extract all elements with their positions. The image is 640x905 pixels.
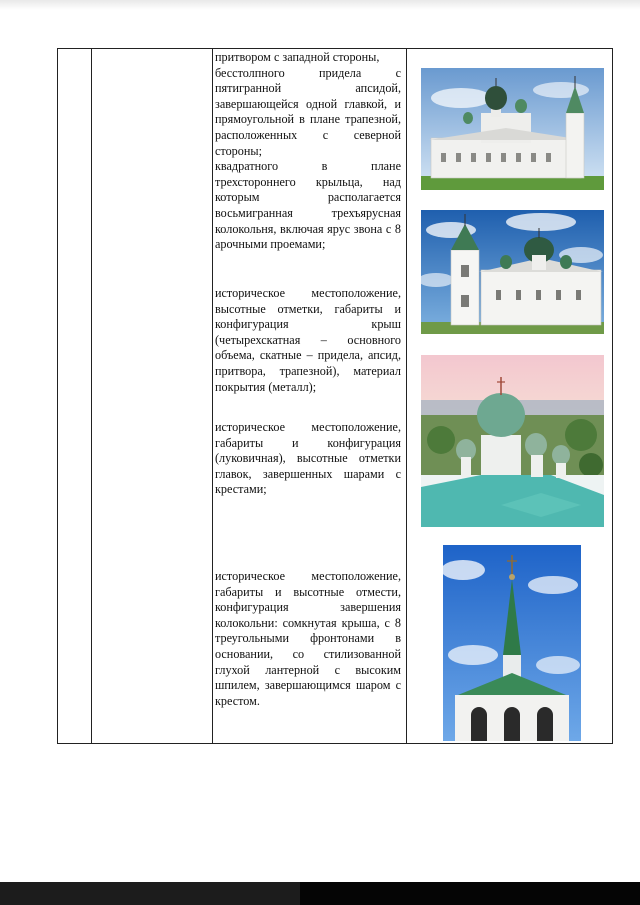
bell-tower-spire-photo (443, 545, 581, 741)
church-bell-tower-sky-photo (421, 210, 604, 334)
text-cell-2 (215, 286, 401, 395)
text-cell-4 (215, 569, 401, 709)
column-divider (91, 49, 92, 743)
paragraph: притвором с западной стороны, (215, 50, 380, 64)
paragraph: квадратного в плане трехстороннего крыльца, над которым располагается восьмигранная трехъярусная колокольня, включая ярус звона с 8 арочными проемами; (215, 159, 401, 252)
text-cell-3 (215, 420, 401, 498)
paragraph: историческое местоположение, габариты и конфигурация (луковичная), высотные отметки главок, завершенных шарами с крестами; (215, 420, 401, 497)
paragraph: историческое местоположение, высотные отметки, габариты и конфигурация крыш (четырехскатная – основного объема, скатные – придела, апсид, притвора, трапезной), материал покрытия (металл); (215, 286, 401, 394)
text-cell-1 (215, 50, 401, 253)
church-exterior-photo (421, 68, 604, 190)
column-divider (406, 49, 407, 743)
scan-bottom-segment (0, 882, 300, 905)
paragraph: историческое местоположение, габариты и высотные отмести, конфигурация завершения колокольни: сомкнутая крыша, с 8 треугольными фронтонами в основании, со стилизованной глухой лантерной с высоким шпилем, завершающимся шаром с крестом. (215, 569, 401, 708)
paragraph: бесстолпного придела с пятигранной апсидой, завершающейся одной главкой, и прямоугольной в плане трапезной, расположенных с северной стороны; (215, 65, 401, 158)
column-divider (212, 49, 213, 743)
scan-edge (0, 0, 640, 10)
church-domes-aerial-photo (421, 355, 604, 527)
